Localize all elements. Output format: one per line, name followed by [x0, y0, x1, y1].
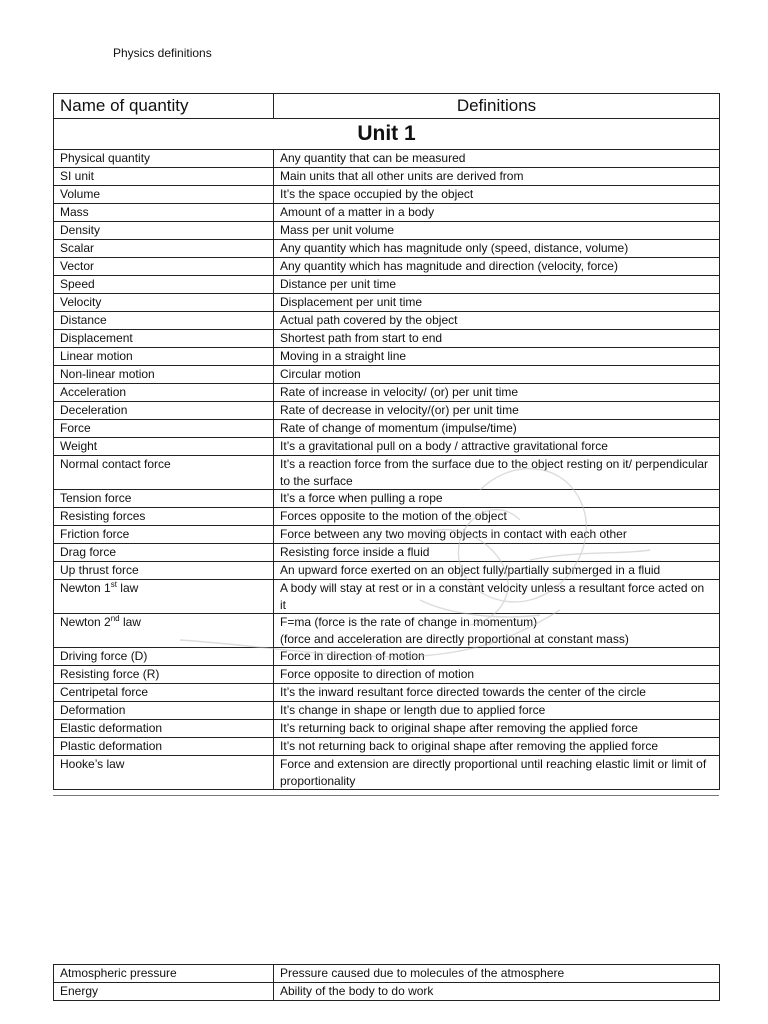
table-row	[54, 312, 720, 330]
definition-cell: Moving in a straight line	[274, 348, 720, 366]
definition-cell: Rate of decrease in velocity/(or) per unit time	[274, 402, 720, 420]
quantity-name-cell: Density	[54, 222, 274, 240]
quantity-name-cell: Acceleration	[54, 384, 274, 402]
table-row	[54, 258, 720, 276]
definition-cell: It’s a reaction force from the surface due to the object resting on it/ perpendicular to the surface	[274, 456, 720, 490]
quantity-name-cell: Up thrust force	[54, 562, 274, 580]
table-row	[54, 614, 720, 648]
definition-cell: It’s returning back to original shape after removing the applied force	[274, 720, 720, 738]
table-row	[54, 330, 720, 348]
quantity-name-cell: Drag force	[54, 544, 274, 562]
quantity-name-cell: Normal contact force	[54, 456, 274, 490]
table-row	[54, 402, 720, 420]
table-row	[54, 366, 720, 384]
definition-cell: F=ma (force is the rate of change in momentum) (force and acceleration are directly proportional at constant mass)	[274, 614, 720, 648]
definition-cell: Rate of increase in velocity/ (or) per unit time	[274, 384, 720, 402]
definition-cell: Circular motion	[274, 366, 720, 384]
definition-cell: Mass per unit volume	[274, 222, 720, 240]
definition-cell: Force in direction of motion	[274, 648, 720, 666]
definition-cell: Force between any two moving objects in contact with each other	[274, 526, 720, 544]
table-row	[54, 702, 720, 720]
table-row	[54, 580, 720, 614]
definition-cell: It’s the space occupied by the object	[274, 186, 720, 204]
table-row	[54, 222, 720, 240]
definition-cell: It’s a force when pulling a rope	[274, 490, 720, 508]
definition-cell: Resisting force inside a fluid	[274, 544, 720, 562]
table-row	[54, 240, 720, 258]
definition-cell: Force opposite to direction of motion	[274, 666, 720, 684]
table-row	[54, 965, 720, 983]
table-row	[54, 456, 720, 490]
quantity-name-cell: Elastic deformation	[54, 720, 274, 738]
quantity-name-cell: Deformation	[54, 702, 274, 720]
quantity-name-cell: Friction force	[54, 526, 274, 544]
quantity-name-cell: Newton 2nd law	[54, 614, 274, 648]
quantity-name-cell: SI unit	[54, 168, 274, 186]
quantity-name-cell: Plastic deformation	[54, 738, 274, 756]
quantity-name-cell: Velocity	[54, 294, 274, 312]
quantity-name-cell: Force	[54, 420, 274, 438]
table-row	[54, 490, 720, 508]
quantity-name-cell: Driving force (D)	[54, 648, 274, 666]
definition-cell: An upward force exerted on an object fully/partially submerged in a fluid	[274, 562, 720, 580]
table-row	[54, 720, 720, 738]
quantity-name-cell: Newton 1st law	[54, 580, 274, 614]
definition-cell: Force and extension are directly proportional until reaching elastic limit or limit of proportionality	[274, 756, 720, 790]
table-row	[54, 150, 720, 168]
definition-cell: Shortest path from start to end	[274, 330, 720, 348]
table-row	[54, 756, 720, 790]
table-row	[54, 168, 720, 186]
table-row	[54, 508, 720, 526]
quantity-name-cell: Scalar	[54, 240, 274, 258]
definition-cell: It’s change in shape or length due to applied force	[274, 702, 720, 720]
table-row	[54, 544, 720, 562]
table-row	[54, 348, 720, 366]
table-row	[54, 276, 720, 294]
definitions-table	[53, 93, 720, 790]
definition-cell: It’s a gravitational pull on a body / attractive gravitational force	[274, 438, 720, 456]
table-row	[54, 384, 720, 402]
table-row	[54, 420, 720, 438]
quantity-name-cell: Distance	[54, 312, 274, 330]
quantity-name-cell: Non-linear motion	[54, 366, 274, 384]
definition-cell: It’s the inward resultant force directed towards the center of the circle	[274, 684, 720, 702]
definition-cell: Rate of change of momentum (impulse/time)	[274, 420, 720, 438]
quantity-name-cell: Speed	[54, 276, 274, 294]
quantity-name-cell: Deceleration	[54, 402, 274, 420]
unit-title: Unit 1	[54, 119, 720, 150]
table-row	[54, 438, 720, 456]
quantity-name-cell: Atmospheric pressure	[54, 965, 274, 983]
table-row	[54, 562, 720, 580]
table-bottom-rule	[53, 795, 719, 796]
definition-cell: Any quantity which has magnitude and direction (velocity, force)	[274, 258, 720, 276]
table-row	[54, 666, 720, 684]
document-title: Physics definitions	[113, 46, 212, 60]
quantity-name-cell: Resisting force (R)	[54, 666, 274, 684]
unit-heading-row	[54, 119, 720, 150]
header-definitions: Definitions	[274, 94, 720, 119]
table-row	[54, 526, 720, 544]
quantity-name-cell: Displacement	[54, 330, 274, 348]
quantity-name-cell: Hooke’s law	[54, 756, 274, 790]
table-row	[54, 684, 720, 702]
definition-cell: Forces opposite to the motion of the object	[274, 508, 720, 526]
table-row	[54, 204, 720, 222]
definition-cell: Displacement per unit time	[274, 294, 720, 312]
definition-cell: It’s not returning back to original shape after removing the applied force	[274, 738, 720, 756]
definition-cell: Any quantity that can be measured	[274, 150, 720, 168]
quantity-name-cell: Tension force	[54, 490, 274, 508]
table-row	[54, 983, 720, 1001]
table-row	[54, 294, 720, 312]
definition-cell: A body will stay at rest or in a constant velocity unless a resultant force acted on it	[274, 580, 720, 614]
table-row	[54, 738, 720, 756]
quantity-name-cell: Physical quantity	[54, 150, 274, 168]
quantity-name-cell: Energy	[54, 983, 274, 1001]
definition-cell: Actual path covered by the object	[274, 312, 720, 330]
quantity-name-cell: Linear motion	[54, 348, 274, 366]
quantity-name-cell: Vector	[54, 258, 274, 276]
quantity-name-cell: Volume	[54, 186, 274, 204]
quantity-name-cell: Centripetal force	[54, 684, 274, 702]
table-header-row	[54, 94, 720, 119]
definition-cell: Amount of a matter in a body	[274, 204, 720, 222]
quantity-name-cell: Weight	[54, 438, 274, 456]
definition-cell: Any quantity which has magnitude only (speed, distance, volume)	[274, 240, 720, 258]
definition-cell: Pressure caused due to molecules of the atmosphere	[274, 965, 720, 983]
quantity-name-cell: Mass	[54, 204, 274, 222]
header-name-of-quantity: Name of quantity	[54, 94, 274, 119]
table-row	[54, 186, 720, 204]
definitions-table-continued	[53, 964, 720, 1001]
definition-cell: Ability of the body to do work	[274, 983, 720, 1001]
definition-cell: Distance per unit time	[274, 276, 720, 294]
table-row	[54, 648, 720, 666]
quantity-name-cell: Resisting forces	[54, 508, 274, 526]
definition-cell: Main units that all other units are derived from	[274, 168, 720, 186]
